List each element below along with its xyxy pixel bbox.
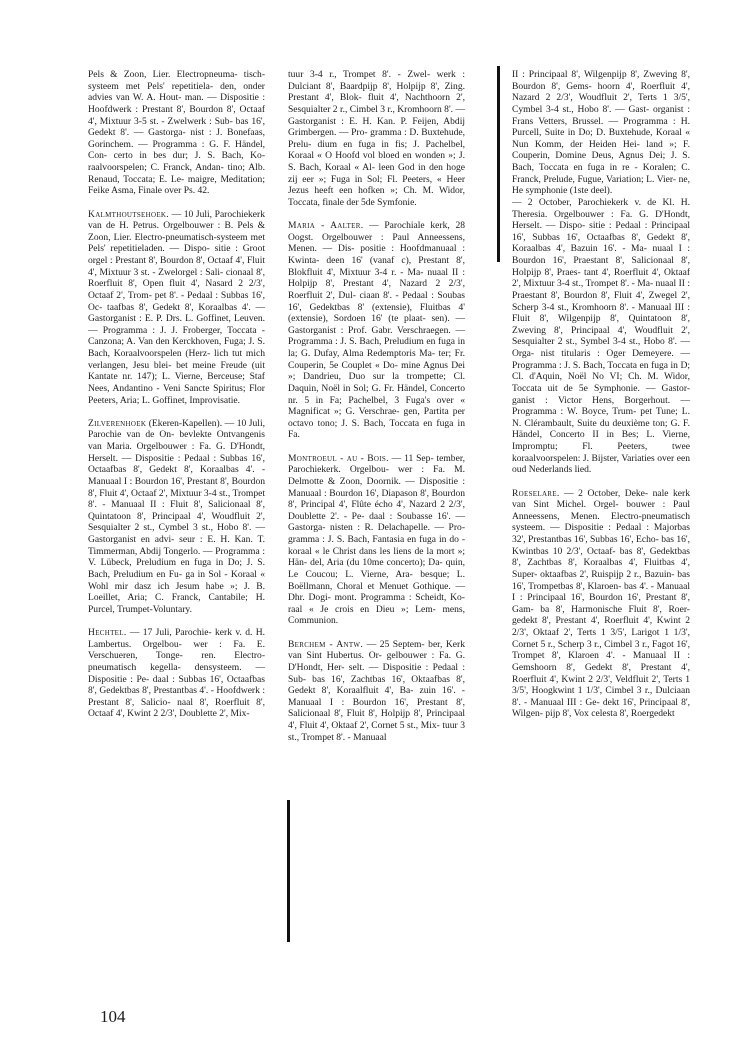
entry-continued-text: tuur 3-4 r., Trompet 8'. - Zwel- werk : Dulciant 8', Baardpijp 8', Holpijp 8', Zing. Prestant 4', Blok- fluit 4', Nachthoorn 2', Sesquialter 2 r., Cimbel 3 r., Kromhoorn 8'. — Gastorganist : E. H. Kan. P. Feijen, Abdij Grimbergen. — Pro- gramma : D. Buxtehude, Prelu- dium en fuga in fis; J. Pachelbel, Koraal « O Hoofd vol bloed en wonden »; J. S. Bach, Koraal « Al- leen God in den hoge zij eer »; Fuga in Sol; Fl. Peeters, « Heer Jezus heeft een hofken »; Ch. M. Widor, Toccata, finale der 5de Symfonie. xyxy=(288,69,465,208)
entry-roeselare xyxy=(512,488,690,721)
entry-kalmthoutsehoek xyxy=(88,209,265,407)
column-middle xyxy=(288,69,465,743)
entry-continued-text: II : Principaal 8', Wilgenpijp 8', Zweving 8', Bourdon 8', Gems- hoorn 4', Roerfluit 4', Nazard 2 2/3', Woudfluit 2', Terts 1 3/5', Cymbel 3-4 st., Hobo 8'. — Gast- organist : Frans Vetters, Brussel. — Programma : H. Purcell, Suite in Do; D. Buxtehude, Koraal « Nun Komm, der Heiden Hei- land »; F. Couperin, Domine Deus, Agnus Dei; J. S. Bach, Toccata en fuga in re - Koralen; C. Franck, Prelude, Fugue, Variation; L. Vier- ne, He symphonie (1ste deel). xyxy=(512,69,690,197)
entry-body: — 11 Sep- tember, Parochiekerk. Orgelbou- wer : Fa. M. Delmotte & Zoon, Doornik. — Dispositie : Manuaal : Bourdon 16', Diapason 8', Bourdon 8', Principal 4', Flûte écho 4', Nazard 2 2/3', Doublette 2'. - Pe- daal : Soubasse 16'. — Gastorga- nisten : R. Delachapelle. — Pro- gramma : J. S. Bach, Fantasia en fuga in do - koraal « le Christ dans les liens de la mort »; Hän- del, Aria (du 10me concerto); Da- quin, Le Coucou; L. Vierne, Ara- besque; L. Boëllmann, Choral et Menuet Gothique. — Dhr. Dogi- mont. Programma : Scheidt, Ko- raal « Je crois en Dieu »; Lem- mens, Communion. xyxy=(288,452,465,627)
margin-rule-bottom-middle xyxy=(287,800,290,942)
entry-body: — 25 Septem- ber, Kerk van Sint Hubertus. Or- gelbouwer : Fa. G. D'Hondt, Her- selt. — Dispositie : Pedaal : Sub- bas 16', Zachtbas 16', Oktaafbas 8', Gedekt 8', Koraalfluit 4', Ba- zuin 16'. - Manuaal I : Bourdon 16', Prestant 8', Salicionaal 8', Fluit 8', Holpijp 8', Principaal 4', Fluit 4', Oktaaf 2', Cornet 5 st., Mix- tuur 3 st., Trompet 8'. - Manuaal xyxy=(288,638,466,743)
margin-rule-top-right xyxy=(497,66,500,262)
entry-continued-text: Pels & Zoon, Lier. Electropneuma- tisch-systeem met Pels' repetitiela- den, onder advies van W. A. Hout- man. — Dispositie : Hoofdwerk : Prestant 8', Bourdon 8', Octaaf 4', Mixtuur 3-5 st. - Zwelwerk : Sub- bas 16', Gedekt 8'. — Gastorga- nist : J. Bonefaas, Gorinchem. — Programma : G. F. Händel, Con- certo in bes dur; J. S. Bach, Ko- raalvoorspelen; C. Franck, Andan- tino; Alb. Renaud, Toccata; E. Le- maigre, Meditation; Feike Asma, Finale over Ps. 42. xyxy=(88,69,265,197)
page-number: 104 xyxy=(100,1007,126,1026)
column-left xyxy=(88,69,265,720)
entry-berchem-antw xyxy=(288,639,465,744)
entry-heading: Maria - Aalter. xyxy=(288,220,364,232)
entry-body: — 17 Juli, Parochie- kerk v. d. H. Lambertus. Orgelbou- wer : Fa. E. Verschueren, Tonge- ren. Electro-pneumatisch kegella- densysteem. — Dispositie : Pe- daal : Subbas 16', Octaafbas 8', Gedektbas 8', Prestantbas 4'. - Hoofdwerk : Prestant 8', Salicio- naal 8', Roerfluit 8', Octaaf 4', Kwint 2 2/3', Doublette 2', Mix- xyxy=(88,627,265,720)
entry-body: (Ekeren-Kapellen). — 10 Juli, Parochie van de On- bevlekte Ontvangenis van Maria. Orgelbouwer : Fa. G. D'Hondt, Herselt. — Dispositie : Pedaal : Subbas 16', Octaafbas 8', Gedekt 8', Koraalbas 4'. - Manuaal I : Bourdon 16', Prestant 8', Bourdon 8', Fluit 4', Octaaf 2', Mixtuur 3-4 st., Trompet 8'. - Manuaal II : Fluit 8', Salicionaal 8', Quintatoon 8', Principaal 4', Woudfluit 2', Sesquialter 2 st., Cymbel 3 st., Hobo 8'. — Gastorganist en advi- seur : E. H. Kan. T. Timmerman, Abdij Tongerlo. — Programma : V. Lübeck, Preludium en fuga in Do; J. S. Bach, Preludium en Fu- ga in Sol - Koraal « Wohl mir dasz ich Jesum habe »; J. B. Loeillet, Aria; C. Franck, Cantabile; H. Purcel, Trumpet-Voluntary. xyxy=(88,417,265,615)
entry-maria-aalter xyxy=(288,220,465,441)
entry-body: — 2 October, Deke- nale kerk van Sint Michel. Orgel- bouwer : Paul Anneessens, Menen. Electro-pneumatisch systeem. — Dispositie : Pedaal : Majorbas 32', Prestantbas 16', Subbas 16', Echo- bas 16', Kwintbas 10 2/3', Octaaf- bas 8', Gedektbas 8', Zachtbas 8', Koraalbas 4', Fluitbas 4', Super- oktaafbas 2', Ruispijp 2 r., Bazuin- bas 16', Trompetbas 8', Klaroen- bas 4'. - Manuaal I : Principaal 16', Bourdon 16', Prestant 8', Gam- ba 8', Harmonische Fluit 8', Roer- gedekt 8', Prestant 4', Roerfluit 4', Kwint 2 2/3', Oktaaf 2', Terts 1 3/5', Larigot 1 1/3', Cornet 5 r., Scherp 3 r., Cimbel 3 r., Fagot 16', Trompet 8', Klaroen 4'. - Manuaal II : Gemshoorn 8', Gedekt 8', Prestant 4', Roerfluit 4', Kwint 2 2/3', Veldfluit 2', Terts 1 3/5', Hoogkwint 1 1/3', Cimbel 3 r., Dulciaan 8'. - Manuaal III : Ge- dekt 16', Principaal 8', Wilgen- pijp 8', Vox celesta 8', Roergedekt xyxy=(512,487,690,720)
column-right xyxy=(512,69,690,720)
entry-heading: Hechtel. xyxy=(88,627,127,638)
entry-parochiekerk-theresia: — 2 October, Parochiekerk v. de Kl. H. Theresia. Orgelbouwer : Fa. G. D'Hondt, Herselt. — Dispo- sitie : Pedaal : Principaal 16', Subbas 16', Octaafbas 8', Gedekt 8', Koraalbas 4', Bazuin 16'. - Ma- nuaal I : Bourdon 16', Praestant 8', Salicionaal 8', Holpijp 8', Praes- tant 4', Roerfluit 4', Oktaaf 2', Mixtuur 3-4 st., Trompet 8'. - Ma- nuaal II : Praestant 8', Bourdon 8', Fluit 4', Zwegel 2', Scherp 3-4 st., Kromhoorn 8'. - Manuaal III : Fluit 8', Wilgenpijp 8', Quintatoon 8', Zweving 8', Principaal 4', Woudfluit 2', Sesquialter 2 st., Symbel 3-4 st., Hobo 8'. — Orga- nist titularis : Oger Demeyere. — Programma : J. S. Bach, Toccata en fuga in D; Cl. d'Aquin, Noël No VI; Ch. M. Widor, Toccata uit de 5e Symphonie. — Gastor- ganist : Victor Hens, Borgerhout. — Programma : W. Boyce, Trum- pet Tune; L. N. Clérambault, Suite du deuxième ton; G. F. Händel, Concerto II in Bes; L. Vierne, Impromptu; Fl. Peeters, twee koraalvoorspelen: J. Bijster, Variaties over een oud Nederlands lied. xyxy=(512,196,690,476)
entry-body: — Parochiale kerk, 28 Oogst. Orgelbouwer : Paul Anneessens, Menen. — Dis- positie : Hoofdmanuaal : Kwinta- deen 16' (vanaf c), Prestant 8', Blokfluit 4', Mixtuur 3-4 r. - Ma- nuaal II : Holpijp 8', Prestant 4', Nazard 2 2/3', Roerfluit 2', Dul- ciaan 8'. - Pedaal : Soubas 16', Gedektbas 8' (extensie), Fluitbas 4' (extensie), Sordoen 16' (te plaat- sen). — Gastorganist : Prof. Gabr. Verschraegen. — Programma : J. S. Bach, Preludium en fuga in la; G. Dufay, Alma Redemptoris Ma- ter; Fr. Couperin, 5e Couplet « Do- mine Agnus Dei »; Dandrieu, Duo sur la trompette; Cl. Daquin, Noël in Sol; G. Fr. Händel, Concerto nr. 5 in Fa; Pachelbel, 3 Fuga's over « Magnificat »; G. Verschrae- gen, Partita per octavo tono; J. S. Bach, Toccata en fuga in Fa. xyxy=(288,220,466,441)
entry-heading: Roeselare. xyxy=(512,487,560,499)
entry-montroeul-au-bois xyxy=(288,453,465,627)
entry-body: — 10 Juli, Parochiekerk van de H. Petrus. Orgelbouwer : B. Pels & Zoon, Lier. Electro-pneumatisch-systeem met Pels' repetitieladen. — Dispo- sitie : Groot orgel : Prestant 8', Bourdon 8', Octaaf 4', Fluit 4', Mixtuur 3 st. - Zwelorgel : Sali- cionaal 8', Roerfluit 8', Open fluit 4', Nasard 2 2/3', Octaaf 2', Trom- pet 8'. - Pedaal : Subbas 16', Oc- taafbas 8', Gedekt 8', Koraalbas 4'. — Gastorganist : E. P. Drs. L. Goffinet, Leuven. — Programma : J. J. Froberger, Toccata - Canzona; A. Van den Kerckhoven, Fuga; J. S. Bach, Koraalvoorspelen (Herz- lich tut mich verlangen, Jesu blei- bet meine Freude (uit Kantate nr. 147); L. Vierne, Berceuse; Staf Nees, Andantino - Veni Sancte Spiritus; Flor Peeters, Aria; L. Goffinet, Improvisatie. xyxy=(88,208,265,406)
entry-hechtel xyxy=(88,627,265,720)
entry-heading: Zilverenhoek xyxy=(88,417,147,429)
entry-heading: Kalmthoutsehoek. xyxy=(88,208,169,220)
entry-heading: Montroeul - au - Bois. xyxy=(288,452,389,464)
entry-heading: Berchem - Antw. xyxy=(288,638,364,650)
entry-zilverenhoek xyxy=(88,418,265,616)
